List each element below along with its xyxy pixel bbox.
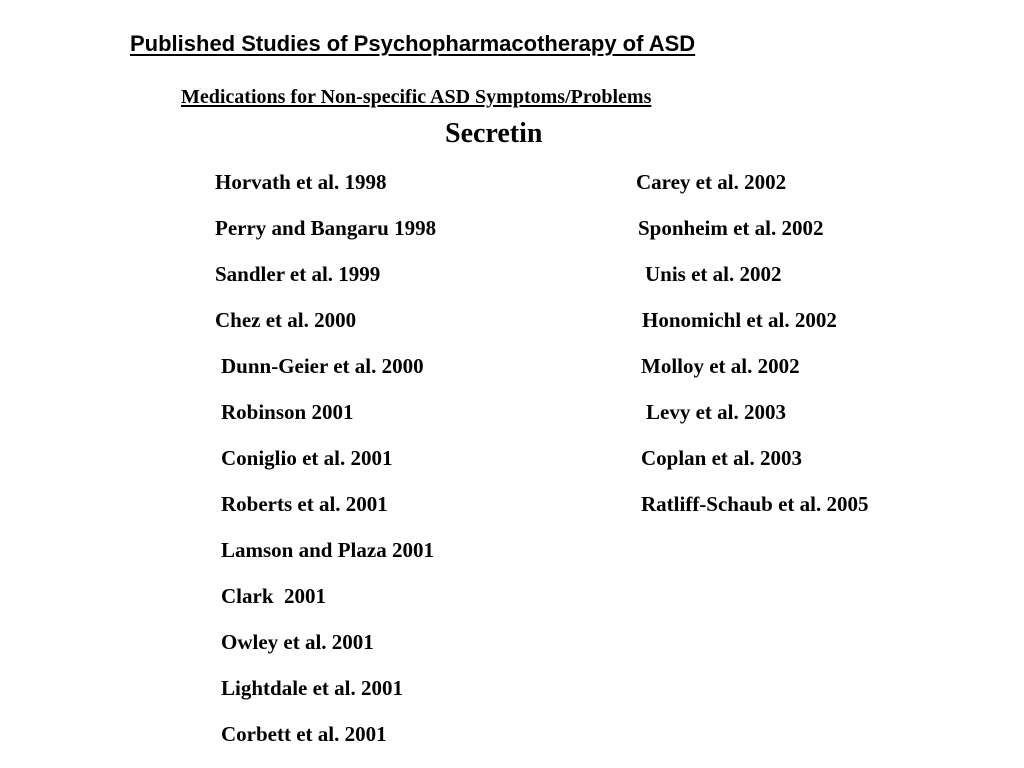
slide-title: Published Studies of Psychopharmacotherapy of ASD	[130, 31, 696, 56]
reference-left-8: Roberts et al. 2001	[221, 492, 388, 516]
reference-right-2: Sponheim et al. 2002	[638, 216, 824, 240]
reference-left-4: Chez et al. 2000	[215, 308, 357, 332]
reference-left-7: Coniglio et al. 2001	[221, 446, 393, 470]
reference-right-8: Ratliff-Schaub et al. 2005	[641, 492, 869, 516]
reference-right-6: Levy et al. 2003	[646, 400, 786, 424]
reference-left-6: Robinson 2001	[221, 400, 354, 424]
reference-left-5: Dunn-Geier et al. 2000	[221, 354, 424, 378]
reference-right-1: Carey et al. 2002	[636, 170, 787, 194]
reference-left-2: Perry and Bangaru 1998	[215, 216, 437, 240]
reference-right-3: Unis et al. 2002	[645, 262, 782, 286]
reference-left-1: Horvath et al. 1998	[215, 170, 387, 194]
reference-left-13: Corbett et al. 2001	[221, 722, 387, 746]
reference-left-10: Clark 2001	[221, 584, 326, 608]
section-heading: Secretin	[445, 118, 543, 149]
reference-left-12: Lightdale et al. 2001	[221, 676, 403, 700]
reference-left-3: Sandler et al. 1999	[215, 262, 381, 286]
reference-right-5: Molloy et al. 2002	[641, 354, 800, 378]
reference-left-9: Lamson and Plaza 2001	[221, 538, 434, 562]
reference-left-11: Owley et al. 2001	[221, 630, 374, 654]
reference-right-4: Honomichl et al. 2002	[642, 308, 837, 332]
slide-subtitle: Medications for Non-specific ASD Symptoms/Problems	[181, 86, 652, 108]
reference-right-7: Coplan et al. 2003	[641, 446, 803, 470]
